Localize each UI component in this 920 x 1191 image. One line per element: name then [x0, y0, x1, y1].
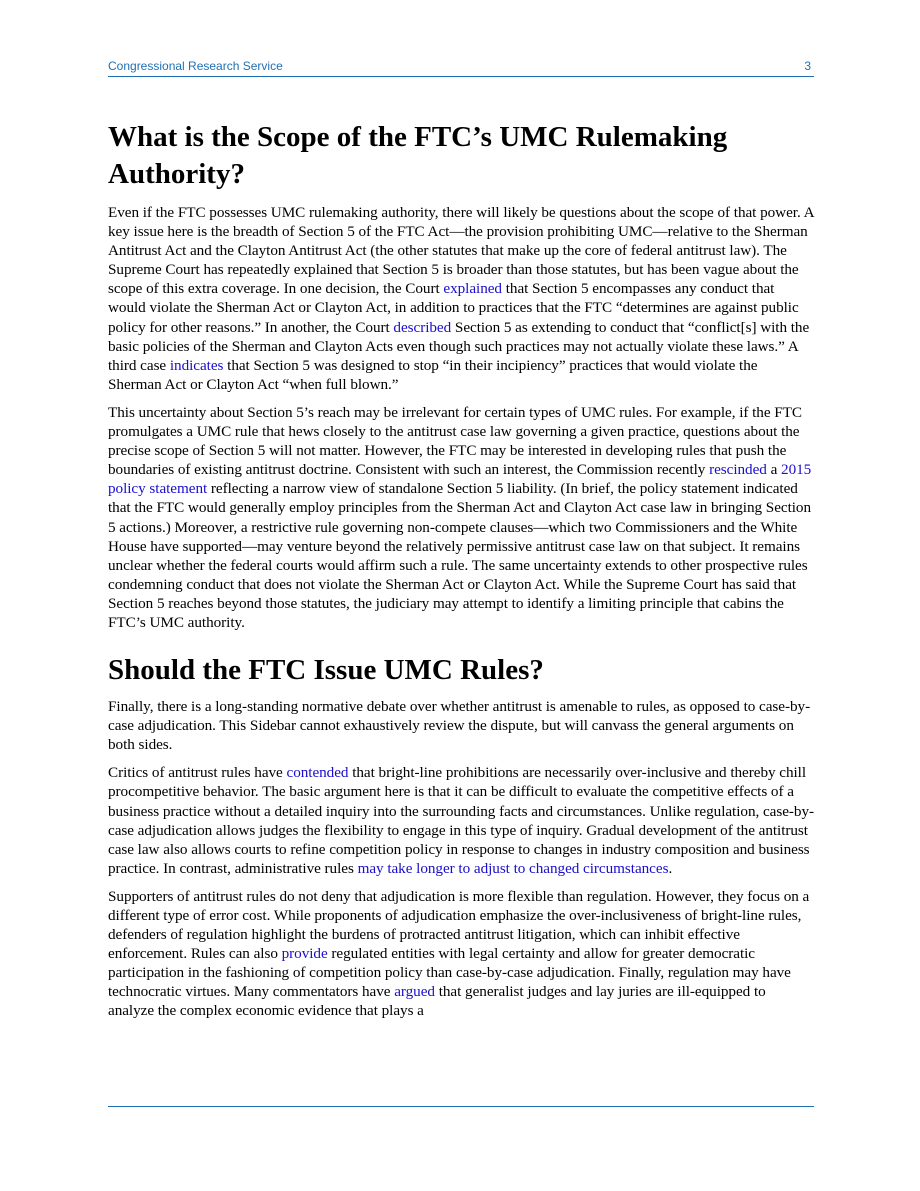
- document-body: [108, 119, 814, 1030]
- text-run: that Section 5 encompasses any conduct that would violate the Sherman Act or Clayton Act, in addition to practices that the FTC “determines are against public policy for other reasons.” In another, the Court: [108, 280, 799, 336]
- paragraph-rules-3: [108, 887, 814, 1021]
- text-run: This uncertainty about Section 5’s reach may be irrelevant for certain types of UMC rules. For example, if the FTC promulgates a UMC rule that hews closely to the antitrust case law governing a given practice, questions about the precise scope of Section 5 will not matter. However, the FTC may be interested in developing rules that push the boundaries of existing antitrust doctrine. Consistent with such an interest, the Commission recently: [108, 403, 802, 479]
- text-run: Finally, there is a long-standing normative debate over whether antitrust is amenable to rules, as opposed to case-by-case adjudication. This Sidebar cannot exhaustively review the dispute, but will canvass the general arguments on both sides.: [108, 698, 811, 754]
- link-described[interactable]: described: [393, 318, 452, 336]
- text-run: reflecting a narrow view of standalone Section 5 liability. (In brief, the policy statement indicated that the FTC would generally employ principles from the Sherman Act and Clayton Act case law in bringing Section 5 actions.) Moreover, a restrictive rule governing non-compete clauses—which two Commissioners and the White House have supported—may venture beyond the relatively permissive antitrust case law on that subject. It remains unclear whether the federal courts would affirm such a rule. The same uncertainty extends to other prospective rules condemning conduct that does not violate the Sherman Act or Clayton Act. While the Supreme Court has said that Section 5 reaches beyond those statutes, the judiciary may attempt to identify a limiting principle that cabins the FTC’s UMC authority.: [108, 480, 811, 631]
- text-run: that generalist judges and lay juries are ill-equipped to analyze the complex economic evidence that plays a: [108, 983, 766, 1020]
- text-run: that Section 5 was designed to stop “in their incipiency” practices that would violate the Sherman Act or Clayton Act “when full blown.”: [108, 356, 758, 393]
- link-contended[interactable]: contended: [286, 764, 349, 782]
- text-run: Even if the FTC possesses UMC rulemaking authority, there will likely be questions about the scope of that power. A key issue here is the breadth of Section 5 of the FTC Act—the provision prohibiting UMC—relative to the Sherman Antitrust Act and the Clayton Antitrust Act (the other statutes that make up the core of federal antitrust law). The Supreme Court has repeatedly explained that Section 5 is broader than those statutes, but has been vague about the scope of this extra coverage. In one decision, the Court: [108, 204, 814, 298]
- header-org-name: Congressional Research Service: [108, 59, 283, 73]
- text-run: Supporters of antitrust rules do not deny that adjudication is more flexible than regulation. However, they focus on a different type of error cost. While proponents of adjudication emphasize the over-inclusiveness of bright-line rules, defenders of regulation highlight the burdens of protracted antitrust litigation, which can inhibit effective enforcement. Rules can also: [108, 887, 810, 963]
- paragraph-scope-1: [108, 203, 814, 394]
- text-run: that bright-line prohibitions are necessarily over-inclusive and thereby chill procompetitive behavior. The basic argument here is that it can be difficult to evaluate the competitive effects of a business practice without a detailed inquiry into the surrounding facts and circumstances. Unlike regulation, case-by-case adjudication allows judges the flexibility to engage in this type of inquiry. Gradual development of the antitrust case law also allows courts to refine competition policy in response to changes in industry composition and business practice. In contrast, administrative rules: [108, 764, 815, 877]
- text-run: Section 5 as extending to conduct that “conflict[s] with the basic policies of the Sherman and Clayton Acts even though such practices may not actually violate these laws.” A third case: [108, 318, 810, 374]
- section-heading-should-ftc-issue: Should the FTC Issue UMC Rules?: [108, 654, 544, 687]
- link-rescinded[interactable]: rescinded: [709, 461, 767, 479]
- header-page-number: 3: [804, 59, 811, 73]
- link-may-take-longer[interactable]: may take longer to adjust to changed circumstances: [357, 859, 669, 877]
- link-indicates[interactable]: indicates: [169, 356, 224, 374]
- text-run: a: [766, 461, 782, 479]
- footer-divider: [108, 1106, 814, 1107]
- paragraph-scope-2: [108, 403, 814, 632]
- link-argued[interactable]: argued: [394, 983, 435, 1001]
- text-run: .: [668, 859, 673, 877]
- section-heading-scope: What is the Scope of the FTC’s UMC Rulemaking Authority?: [108, 121, 728, 190]
- link-explained[interactable]: explained: [443, 280, 502, 298]
- text-run: Critics of antitrust rules have: [108, 764, 287, 782]
- paragraph-rules-1: [108, 697, 814, 754]
- text-run: regulated entities with legal certainty and allow for greater democratic participation in the fashioning of competition policy than case-by-case adjudication. Finally, regulation may have technocratic virtues. Many commentators have: [108, 945, 791, 1001]
- paragraph-rules-2: [108, 763, 814, 878]
- page-header: [108, 58, 814, 77]
- link-2015-policy-statement[interactable]: 2015 policy statement: [108, 461, 812, 498]
- link-provide[interactable]: provide: [281, 945, 328, 963]
